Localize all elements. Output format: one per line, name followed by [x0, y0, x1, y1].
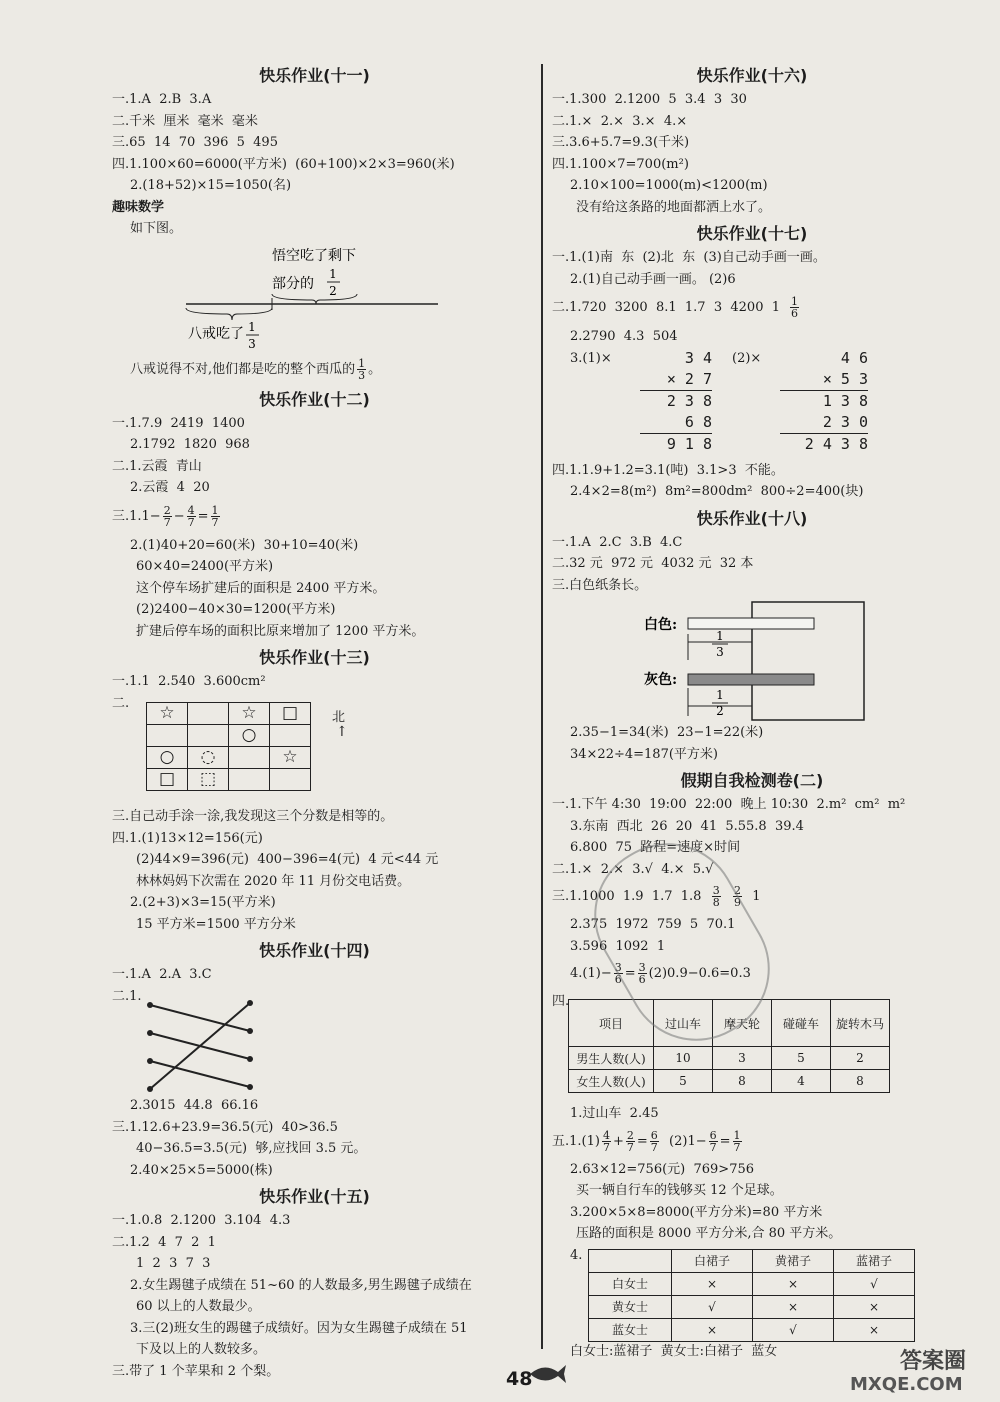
- grid-cell: ⬚: [188, 769, 229, 791]
- vertical-multiplication: [780, 348, 868, 455]
- answer-line: 2.10×100=1000(m)<1200(m): [570, 178, 768, 193]
- table-cell: ×: [672, 1272, 753, 1295]
- answer-line: 2.云霞 4 20: [130, 480, 210, 495]
- section-title: 假期自我检测卷(二): [680, 771, 824, 790]
- answer-line: 二.1.: [112, 988, 142, 1004]
- answer-line: 二.: [112, 695, 130, 711]
- answer-line: 2.(1)40+20=60(米) 30+10=40(米): [130, 537, 359, 553]
- parallel-lines-figure: [138, 999, 338, 1095]
- fraction: $\frac{3}{8}$: [712, 884, 720, 909]
- section-title: 快乐作业(十二): [259, 389, 370, 409]
- grid-row: [147, 703, 311, 725]
- dot: [247, 1000, 253, 1006]
- skirt-table-block: [552, 1245, 952, 1341]
- grid-cell: ○: [147, 747, 188, 769]
- answer-line: 一.1.下午 4:30 19:00 22:00 晚上 10:30 2.m² cm² m²: [552, 797, 906, 812]
- answer-line: 三.1.1000 1.9 1.7 1.8 $\frac{3}{8}$ $\frac{2}{9}$ 1: [552, 884, 761, 909]
- grid-cell: ☆: [229, 703, 270, 725]
- dot: [147, 1030, 153, 1036]
- fraction-num: 1: [716, 688, 724, 702]
- fraction: $\frac{2}{7}$: [163, 503, 171, 529]
- answer-line: 一.1.(1)南 东 (2)北 东 (3)自己动手画一画。: [552, 250, 826, 265]
- fraction: $\frac{6}{7}$: [650, 1128, 658, 1154]
- table-cell: √: [834, 1272, 915, 1295]
- grid-answer: [146, 702, 517, 806]
- answer-line: 如下图。: [130, 221, 183, 236]
- table-header-row: [589, 1249, 915, 1272]
- north-label: 北: [332, 710, 346, 725]
- fraction: $\frac{6}{7}$: [709, 1128, 717, 1154]
- section-title: 快乐作业(十一): [259, 66, 370, 85]
- fraction: $\frac{4}{7}$: [187, 503, 195, 529]
- watermelon-diagram: [112, 240, 517, 352]
- answer-line: 60×40=2400(平方米): [136, 559, 274, 574]
- brace: [272, 294, 357, 304]
- grid-cell: ◌: [188, 747, 229, 769]
- grid-cell: □: [147, 769, 188, 791]
- table-cell: 蓝女士: [589, 1318, 672, 1341]
- table-cell: 男生人数(人): [569, 1047, 654, 1070]
- answer-line: 四.1.1.9+1.2=3.1(吨) 3.1>3 不能。: [552, 462, 784, 478]
- answer-line: 3.596 1092 1: [570, 938, 666, 954]
- table-cell: [589, 1249, 672, 1272]
- answer-line: 二.1.× 2.× 3.× 4.×: [552, 113, 688, 129]
- answer-line: 三.自己动手涂一涂,我发现这三个分数是相等的。: [112, 809, 394, 824]
- answer-line: 2.3015 44.8 66.16: [130, 1098, 259, 1113]
- line: [150, 1061, 250, 1087]
- table-cell: ×: [753, 1272, 834, 1295]
- table-cell: 旋转木马: [831, 1000, 890, 1047]
- right-column: [552, 60, 952, 1362]
- fraction-num: 1: [248, 319, 256, 334]
- table-cell: 白裙子: [672, 1249, 753, 1272]
- table-cell: 4: [772, 1070, 831, 1093]
- answer-line: 1.过山车 2.45: [570, 1106, 659, 1121]
- answer-line: 三.1.12.6+23.9=36.5(元) 40>36.5: [112, 1119, 338, 1135]
- table-row: [569, 1047, 890, 1070]
- fraction: $\frac{3}{6}$: [614, 961, 622, 986]
- fraction-num: 1: [329, 266, 337, 281]
- table-cell: 黄裙子: [753, 1249, 834, 1272]
- fraction: $\frac{1}{7}$: [733, 1128, 741, 1154]
- line: [150, 1003, 250, 1089]
- table-cell: ×: [753, 1295, 834, 1318]
- table-cell: 8: [713, 1070, 772, 1093]
- answer-line: 一.1.A 2.A 3.C: [112, 967, 212, 982]
- left-column: [112, 60, 517, 1382]
- watermark-logo: 答案圈: [900, 1349, 967, 1374]
- answer-line: (2)44×9=396(元) 400−396=4(元) 4 元<44 元: [136, 852, 439, 867]
- answer-line: 3.200×5×8=8000(平方分米)=80 平方米: [570, 1204, 823, 1220]
- grid-cell: [147, 725, 188, 747]
- answer-line: 三.1.1− $\frac{2}{7}$ − $\frac{4}{7}$ = $\frac{1}{7}$: [112, 503, 219, 529]
- fraction-den: 3: [716, 645, 724, 659]
- line: [150, 1005, 250, 1031]
- answer-line: 40−36.5=3.5(元) 够,应找回 3.5 元。: [136, 1141, 367, 1156]
- answer-line: 下及以上的人数较多。: [136, 1342, 267, 1357]
- page-number: 48: [506, 1368, 533, 1390]
- shape-grid: [146, 702, 311, 791]
- table-cell: 摩天轮: [713, 1000, 772, 1047]
- table-cell: 女生人数(人): [569, 1070, 654, 1093]
- label: (2)×: [732, 350, 762, 366]
- fraction: $\frac{1}{3}$: [358, 356, 366, 382]
- answer-line: 二.千米 厘米 毫米 毫米: [112, 113, 258, 129]
- answer-line: 2.375 1972 759 5 70.1: [570, 917, 736, 932]
- mult-row: 2 4 3 8: [804, 434, 868, 453]
- paper-strip-diagram: [552, 596, 952, 722]
- gray-strip: [688, 674, 814, 685]
- answer-line: 三.3.6+5.7=9.3(千米): [552, 135, 690, 150]
- mult-row: 2 3 8: [666, 391, 712, 410]
- grid-cell: □: [270, 703, 311, 725]
- dot: [147, 1002, 153, 1008]
- diagram-label: 部分的: [272, 275, 314, 292]
- answer-line: 34×22÷4=187(平方米): [570, 746, 718, 762]
- diagram-label: 悟空吃了剩下: [272, 247, 356, 264]
- answer-line: 一.1.7.9 2419 1400: [112, 415, 245, 431]
- label: 4.: [570, 1247, 583, 1263]
- grid-cell: [188, 703, 229, 725]
- table-cell: 白女士: [589, 1272, 672, 1295]
- multiplication-block: [552, 348, 952, 460]
- skirt-table: [588, 1249, 915, 1342]
- dot: [247, 1056, 253, 1062]
- mult-row: × 5 3: [780, 369, 868, 391]
- table-row: [589, 1295, 915, 1318]
- table-cell: √: [753, 1318, 834, 1341]
- answer-line: 一.1.A 2.B 3.A: [112, 92, 212, 107]
- label: 四.: [552, 994, 570, 1009]
- mult-row: × 2 7: [640, 369, 712, 391]
- table-cell: ×: [672, 1318, 753, 1341]
- answer-line: 买一辆自行车的钱够买 12 个足球。: [576, 1183, 783, 1198]
- grid-row: [147, 747, 311, 769]
- mult-row: 1 3 8: [822, 391, 868, 410]
- fraction-den: 2: [716, 704, 724, 718]
- answer-line: 白女士:蓝裙子 黄女士:白裙子 蓝女: [570, 1343, 778, 1359]
- section-title: 快乐作业(十五): [259, 1187, 370, 1206]
- answer-line: 2.(18+52)×15=1050(名): [130, 178, 292, 193]
- mult-row: 2 3 0: [780, 412, 868, 434]
- answer-line: 林林妈妈下次需在 2020 年 11 月份交电话费。: [136, 873, 411, 889]
- grid-row: [147, 725, 311, 747]
- section-title: 快乐作业(十七): [696, 224, 808, 243]
- table-cell: 3: [713, 1047, 772, 1070]
- grid-cell: ☆: [270, 747, 311, 769]
- answer-line: 八戒说得不对,他们都是吃的整个西瓜的 $\frac{1}{3}$ 。: [130, 356, 382, 382]
- answer-line: 2.1792 1820 968: [130, 437, 250, 452]
- table-row: [569, 1070, 890, 1093]
- table-row: [589, 1318, 915, 1341]
- grid-cell: ☆: [147, 703, 188, 725]
- white-label: 白色:: [644, 617, 678, 633]
- mult-row: 4 6: [840, 348, 868, 367]
- diagram-label: 八戒吃了: [188, 325, 244, 342]
- answer-line: 15 平方米=1500 平方分米: [136, 916, 296, 932]
- column-divider: [541, 64, 543, 1349]
- mult-row: 6 8: [640, 412, 712, 434]
- grid-cell: [270, 769, 311, 791]
- answer-line: 2.女生踢毽子成绩在 51~60 的人数最多,男生踢毽子成绩在: [130, 1277, 472, 1293]
- text: 八戒说得不对,他们都是吃的整个西瓜的: [130, 361, 356, 377]
- fraction: $\frac{3}{6}$: [638, 961, 646, 986]
- answer-line: 二.32 元 972 元 4032 元 32 本: [552, 556, 754, 571]
- label: 3.(1)×: [570, 350, 612, 366]
- vertical-multiplication: [640, 348, 712, 455]
- fraction: $\frac{4}{7}$: [602, 1128, 610, 1154]
- table-cell: 8: [831, 1070, 890, 1093]
- table-cell: 项目: [569, 1000, 654, 1047]
- table-cell: ×: [834, 1318, 915, 1341]
- answer-line: 60 以上的人数最少。: [136, 1299, 261, 1314]
- fraction: $\frac{1}{6}$: [791, 295, 798, 320]
- answer-line: 四.1.100×60=6000(平方米) (60+100)×2×3=960(米): [112, 156, 455, 172]
- mult-row: 9 1 8: [666, 434, 712, 453]
- fraction-den: 3: [248, 336, 256, 351]
- table-row: [589, 1272, 915, 1295]
- answer-line: 没有给这条路的地面都洒上水了。: [576, 199, 772, 215]
- grid-cell: [270, 725, 311, 747]
- grid-row: [147, 769, 311, 791]
- fraction: $\frac{1}{7}$: [211, 503, 219, 529]
- answer-line: 2.4×2=8(m²) 8m²=800dm² 800÷2=400(块): [570, 484, 864, 499]
- dot: [247, 1028, 253, 1034]
- section-title: 快乐作业(十三): [259, 648, 370, 667]
- answer-line: 4.(1)− $\frac{3}{6}$ = $\frac{3}{6}$ (2)0.9−0.6=0.3: [570, 961, 751, 986]
- answer-line: (2)2400−40×30=1200(平方米): [136, 602, 336, 617]
- answer-line: 五.1.(1) $\frac{4}{7}$ + $\frac{2}{7}$ = $\frac{6}{7}$ (2)1− $\frac{6}{7}$ = $\frac{1}{7}$: [552, 1128, 741, 1154]
- answer-line: 2.35−1=34(米) 23−1=22(米): [570, 725, 764, 740]
- grid-cell: [229, 747, 270, 769]
- brace: [186, 308, 272, 320]
- fish-icon: [528, 1360, 568, 1386]
- north-arrow-icon: ↑: [336, 724, 348, 740]
- answer-line: 四.1.100×7=700(m²): [552, 156, 689, 172]
- grid-cell: [229, 769, 270, 791]
- answer-line: 2.63×12=756(元) 769>756: [570, 1161, 755, 1177]
- fraction: $\frac{2}{9}$: [733, 884, 741, 909]
- answer-line: 3.三(2)班女生的踢毽子成绩好。因为女生踢毽子成绩在 51: [130, 1320, 468, 1336]
- table-cell: 碰碰车: [772, 1000, 831, 1047]
- answer-line: 一.1.0.8 2.1200 3.104 4.3: [112, 1213, 291, 1228]
- white-strip: [688, 618, 814, 629]
- table-cell: 黄女士: [589, 1295, 672, 1318]
- answer-line: 2.2790 4.3 504: [570, 329, 678, 344]
- watermark-site: MXQE.COM: [850, 1374, 963, 1395]
- answer-line: 1 2 3 7 3: [136, 1256, 211, 1271]
- subheading: 趣味数学: [112, 199, 165, 215]
- table-cell: 2: [831, 1047, 890, 1070]
- grid-cell: ○: [229, 725, 270, 747]
- answer-line: 扩建后停车场的面积比原来增加了 1200 平方米。: [136, 623, 425, 639]
- section-title: 快乐作业(十八): [696, 508, 808, 528]
- grid-cell: [188, 725, 229, 747]
- section-title: 快乐作业(十六): [696, 66, 808, 85]
- table-cell: ×: [834, 1295, 915, 1318]
- answer-line: 2.(1)自己动手画一画。 (2)6: [570, 271, 736, 287]
- table-cell: 过山车: [654, 1000, 713, 1047]
- answer-line: 二.1.2 4 7 2 1: [112, 1234, 216, 1250]
- table-cell: √: [672, 1295, 753, 1318]
- answer-line: 3.东南 西北 26 20 41 5.55.8 39.4: [570, 818, 804, 834]
- answer-line: 二.1.云霞 青山: [112, 458, 202, 474]
- answer-line: 三.带了 1 个苹果和 2 个梨。: [112, 1363, 280, 1379]
- answer-line: 一.1.300 2.1200 5 3.4 3 30: [552, 92, 747, 107]
- table-cell: 10: [654, 1047, 713, 1070]
- mult-row: 3 4: [684, 348, 712, 367]
- table-cell: 蓝裙子: [834, 1249, 915, 1272]
- answer-line: 一.1.A 2.C 3.B 4.C: [552, 534, 683, 550]
- answer-line: 2.40×25×5=5000(株): [130, 1162, 273, 1178]
- dot: [247, 1084, 253, 1090]
- fraction-den: 2: [329, 283, 337, 298]
- answer-line: 三.65 14 70 396 5 495: [112, 135, 278, 150]
- answer-line: 这个停车场扩建后的面积是 2400 平方米。: [136, 580, 386, 596]
- answer-line: 6.800 75 路程=速度×时间: [570, 840, 741, 855]
- table-cell: 5: [654, 1070, 713, 1093]
- answer-line: 三.白色纸条长。: [552, 577, 648, 593]
- answer-line: 四.1.(1)13×12=156(元): [112, 830, 263, 846]
- answer-line: 二.1.720 3200 8.1 1.7 3 4200 1 $\frac{1}{6}$: [552, 295, 798, 320]
- gray-label: 灰色:: [644, 672, 678, 688]
- answer-line: 二.1.× 2.× 3.√ 4.× 5.√: [552, 861, 714, 877]
- section-title: 快乐作业(十四): [259, 941, 370, 960]
- table-cell: 5: [772, 1047, 831, 1070]
- fraction-num: 1: [716, 629, 724, 643]
- dot: [147, 1058, 153, 1064]
- answer-line: 2.(2+3)×3=15(平方米): [130, 895, 276, 910]
- fraction: $\frac{2}{7}$: [626, 1128, 634, 1154]
- dot: [147, 1086, 153, 1092]
- answer-line: 压路的面积是 8000 平方分米,合 80 平方米。: [576, 1226, 842, 1241]
- answer-line: 一.1.1 2.540 3.600cm²: [112, 674, 266, 689]
